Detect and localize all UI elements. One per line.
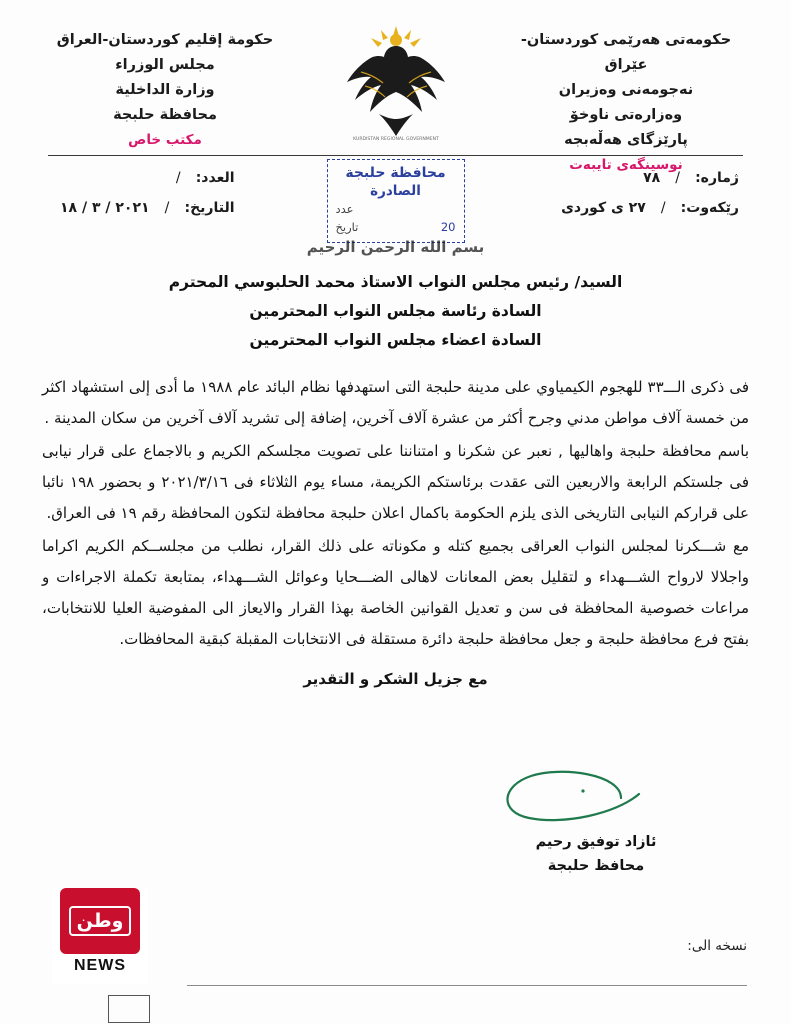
ref-number-value-kurdish: ٧٨ (643, 170, 661, 186)
ref-date-label-kurdish: رێكه‌وت: (680, 200, 739, 216)
watermark-badge-icon (60, 888, 140, 954)
closing-line: مع جزيل الشكر و التقدير (303, 670, 488, 688)
basmala: بسم الله الرحمن الرحيم (306, 238, 485, 256)
salutation-line-3: السادة اعضاء مجلس النواب المحترمين (249, 331, 542, 349)
letterhead-arabic-column (40, 28, 290, 153)
watermark-logo (52, 888, 148, 984)
signatory-title: محافظ حلبجة (547, 858, 645, 874)
salutation-block (0, 268, 791, 355)
ref-number-label-kurdish: ژماره‌: (695, 170, 739, 186)
ref-date-value-kurdish: ٢٧ ى كوردى (561, 200, 646, 216)
signatory-name: ئازاد توفيق رحيم (535, 834, 657, 850)
svg-text:KURDISTAN REGIONAL GOVERNMENT: KURDISTAN REGIONAL GOVERNMENT (352, 137, 439, 142)
handwritten-signature-icon (471, 760, 721, 830)
stamp-line-2: الصادرة (370, 183, 421, 199)
cc-box (108, 995, 150, 1023)
stamp-date-label: تاريخ (335, 220, 359, 234)
salutation-line-2: السادة رئاسة مجلس النواب المحترمين (249, 302, 542, 320)
letterhead-kurdish-line-3: وەزارەتى ناوخۆ (569, 107, 683, 123)
body-paragraph-3: مع شـــكرنا لمجلس النواب العراقى بجميع كتله و مكوناته على ذلك القرار، نطلب من مجلســكم الكريم اكراما واجلالا لارواح الشـــهداء و لتقليل بعض المعانات لاهالى الضـــحايا وعوائل الشـــهداء، بمتابعة تكملة الاجراءات و مراعات خصوصية المحافظة فى سن و تعديل القوانين الخاصة بهذا القرار والايعاز الى المفوضية العليا للانتخابات، بفتح فرع محافظة حلبجة و جعل محافظة حلبجة دائرة مستقلة فى الانتخابات المقبلة كبقية المحافظات. (42, 537, 749, 648)
reference-arabic: العدد: / التاريخ: / ٢٠٢١ / ٣ / ١٨ (60, 170, 235, 216)
reference-kurdish: ژماره‌: / ٧٨ رێكه‌وت: / ٢٧ ى كوردى (561, 170, 739, 216)
salutation-line-1: السيد/ رئيس مجلس النواب الاستاذ محمد الحلبوسي المحترم (168, 273, 623, 291)
letterhead-kurdish-office: نوسینگەی تایبەت (569, 157, 683, 173)
kurdistan-regional-government-emblem-icon (331, 24, 461, 150)
stamp-date-value: 20 (440, 220, 456, 234)
ref-date-label-arabic: التاريخ: (184, 200, 235, 216)
reference-row (0, 155, 791, 234)
signature-block (471, 760, 721, 878)
ref-number-label-arabic: العدد: (195, 170, 235, 186)
stamp-number-label: عدد (335, 202, 354, 216)
letterhead-kurdish-line-1: حكومەتى هەرێمى كوردستان-عێراق (520, 32, 732, 73)
stamp-line-1: محافظة حلبجة (345, 165, 446, 181)
letterhead-arabic-line-3: وزارة الداخلية (115, 82, 215, 98)
body-paragraph-1: فى ذكرى الـــ٣٣ للهجوم الكيمياوي على مدينة حلبجة التى استهدفها نظام البائد عام ١٩٨٨ ما أدى إلى استشهاد اكثر من خمسة آلاف مواطن مدني وجرح أكثر من عشرة آلاف آخرين، إضافة إلى تشريد آلاف آخرين من سكان المدينة . (42, 378, 749, 427)
body-paragraph-2: باسم محافظة حلبجة واهاليها , نعبر عن شكرنا و امتناننا على تصويت مجلسكم الكريم و بالاجماع على قرار نيابى فى جلستكم الرابعة والاربعين التى عقدت برئاستكم الكريمة، مساء يوم الثلاثاء فى ٢٠٢١/٣/١٦ و بحضور ١٩٨ نائبا على قراركم النيابى التاريخى الذى يلزم الحكومة باكمال اعلان حلبجة محافظة لتكون المحافظة رقم ١٩ فى العراق. (42, 442, 750, 522)
letterhead-kurdish-line-2: نەجومەنى وەزیران (558, 82, 694, 98)
letterhead-arabic-office: مكتب خاص (128, 132, 202, 148)
letterhead-kurdish-line-4: پارێزگای هەڵەبجە (564, 132, 688, 148)
letterhead-arabic-line-1: حكومة إقليم كوردستان-العراق (56, 32, 274, 48)
cc-divider (187, 985, 747, 986)
ref-date-value-arabic: ٢٠٢١ / ٣ / ١٨ (60, 200, 150, 216)
header-divider (48, 155, 743, 156)
letter-body (42, 372, 749, 657)
letterhead (0, 18, 791, 173)
watermark-news-text: NEWS (74, 957, 126, 974)
letterhead-arabic-line-4: محافظة حلبجة (113, 107, 217, 123)
watermark-logo-text: وطن (69, 906, 132, 936)
outgoing-registration-stamp (327, 159, 465, 243)
cc-label: نسخه الى: (687, 938, 747, 954)
letterhead-arabic-line-2: مجلس الوزراء (115, 57, 215, 73)
